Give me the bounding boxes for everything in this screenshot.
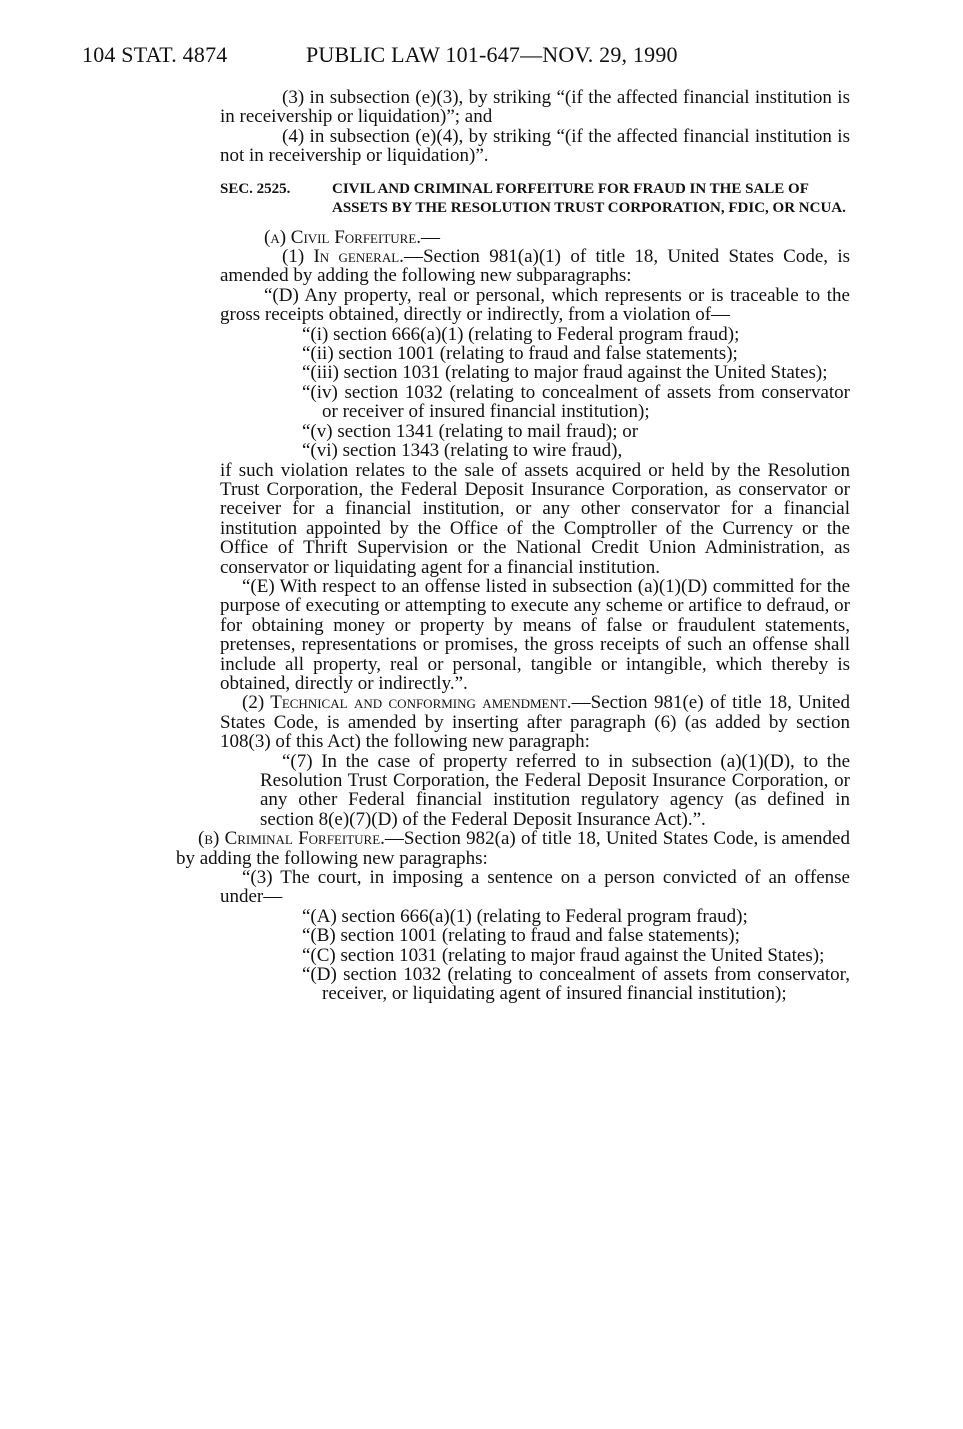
paragraph-a2 bbox=[220, 693, 850, 751]
clause-b-d: “(D) section 1032 (relating to concealment of assets from conservator, receiver, or liquidating agent of insured financial institution); bbox=[302, 964, 850, 1005]
paragraph-b3: “(3) The court, in imposing a sentence on a person convicted of an offense under— bbox=[220, 867, 850, 908]
paragraph-7: “(7) In the case of property referred to in subsection (a)(1)(D), to the Resolution Trust Corporation, the Federal Deposit Insurance Corporation, or any other Federal financial institution regulatory agency (as defined in section 8(e)(7)(D) of the Federal Deposit Insurance Act).”. bbox=[260, 750, 850, 830]
clause-d-i: “(i) section 666(a)(1) (relating to Federal program fraud); bbox=[302, 323, 740, 345]
clause-b-b: “(B) section 1001 (relating to fraud and false statements); bbox=[302, 925, 740, 947]
subsection-b-text: —Section 982(a) of title 18, United States Code, is amended by adding the following new paragraphs: bbox=[176, 828, 850, 869]
section-heading bbox=[220, 180, 850, 218]
paragraph-a1 bbox=[220, 247, 850, 286]
clause-d-iv: “(iv) section 1032 (relating to concealment of assets from conservator or receiver of insured financial institution); bbox=[302, 381, 850, 423]
subparagraph-e: “(E) With respect to an offense listed in subsection (a)(1)(D) committed for the purpose of executing or attempting to execute any scheme or artifice to defraud, or for obtaining money or property by means of false or fraudulent statements, pretenses, representations or promises, the gross receipts of such an offense shall include all property, real or personal, tangible or intangible, which thereby is obtained, directly or indirectly.”. bbox=[220, 575, 850, 694]
stat-citation: 104 STAT. 4874 bbox=[82, 42, 228, 67]
clause-d-v: “(v) section 1341 (relating to mail fraud); or bbox=[302, 420, 639, 442]
paragraph-a2-heading: (2) Technical and conforming amendment. bbox=[242, 692, 572, 714]
paragraph-4: (4) in subsection (e)(4), by striking “(if the affected financial institution is not in receivership or liquidation)”. bbox=[220, 125, 850, 167]
section-number: SEC. 2525. bbox=[220, 180, 291, 197]
clause-b-a: “(A) section 666(a)(1) (relating to Federal program fraud); bbox=[302, 905, 748, 927]
clause-b-c: “(C) section 1031 (relating to major fraud against the United States); bbox=[302, 944, 825, 966]
clause-d-iii: “(iii) section 1031 (relating to major fraud against the United States); bbox=[302, 362, 828, 384]
paragraph-a1-text: —Section 981(a)(1) of title 18, United States Code, is amended by adding the following new subparagraphs: bbox=[220, 246, 851, 287]
subsection-b bbox=[176, 829, 850, 868]
paragraph-3: (3) in subsection (e)(3), by striking “(if the affected financial institution is in receivership or liquidation)”; and bbox=[220, 87, 850, 128]
paragraph-a1-heading: (1) In general. bbox=[282, 246, 404, 268]
paragraph-a2-text: —Section 981(e) of title 18, United States Code, is amended by inserting after paragraph (6) (as added by section 108(3) of this Act) the following new paragraph: bbox=[220, 692, 850, 753]
clause-d-vi: “(vi) section 1343 (relating to wire fraud), bbox=[302, 440, 623, 462]
public-law-title: PUBLIC LAW 101-647—NOV. 29, 1990 bbox=[306, 42, 678, 67]
subsection-a-label: (a) Civil Forfeiture.— bbox=[264, 226, 441, 248]
section-title: CIVIL AND CRIMINAL FORFEITURE FOR FRAUD IN THE SALE OF ASSETS BY THE RESOLUTION TRUST CORPORATION, FDIC, OR NCUA. bbox=[332, 180, 846, 216]
clause-d-ii: “(ii) section 1001 (relating to fraud and false statements); bbox=[302, 343, 738, 365]
subsection-a-heading bbox=[220, 228, 850, 247]
document-body bbox=[176, 87, 851, 1005]
subparagraph-d-tail: if such violation relates to the sale of assets acquired or held by the Resolution Trust Corporation, the Federal Deposit Insurance Corporation, as conservator or receiver for a financial institution, or any other conservator for a financial institution appointed by the Office of the Comptroller of the Currency or the Office of Thrift Supervision or the National Credit Union Administration, as conservator or liquidating agent for a financial institution. bbox=[220, 459, 850, 578]
subsection-b-heading: (b) Criminal Forfeiture. bbox=[198, 828, 385, 850]
subparagraph-d: “(D) Any property, real or personal, which represents or is traceable to the gross receipts obtained, directly or indirectly, from a violation of— bbox=[220, 284, 850, 326]
